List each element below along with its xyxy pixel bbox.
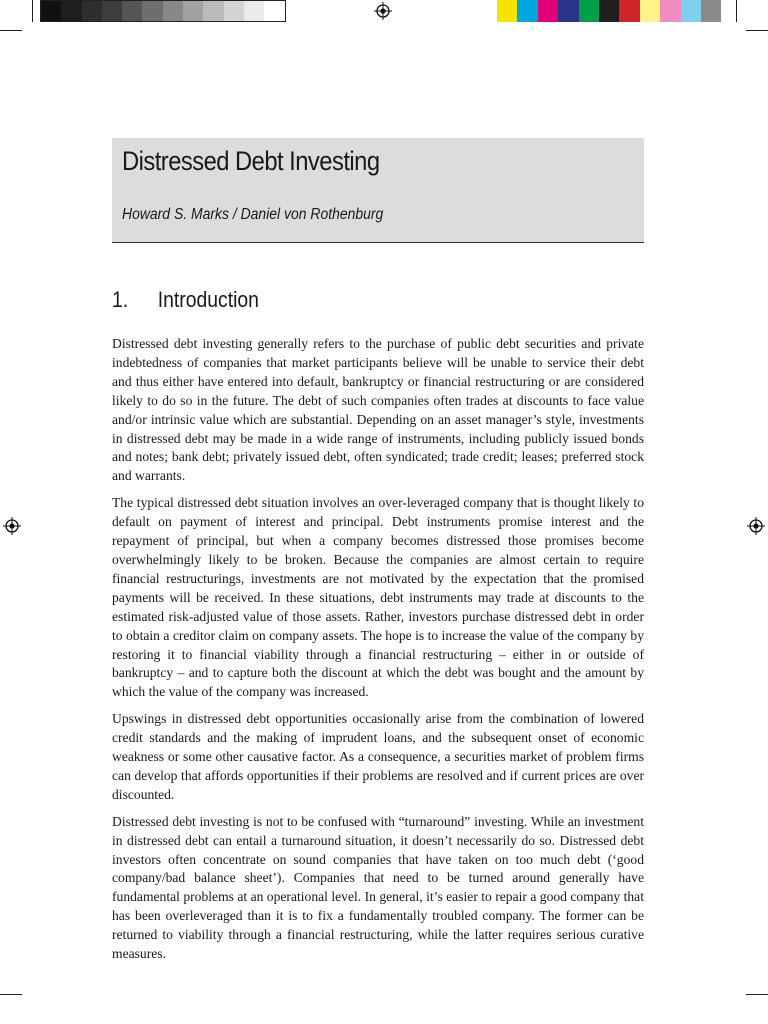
color-patch — [558, 0, 578, 22]
color-patch — [640, 0, 660, 22]
crop-mark — [736, 0, 737, 22]
color-patch — [599, 0, 619, 22]
gray-step-patch — [102, 1, 122, 21]
color-patch — [538, 0, 558, 22]
grayscale-calibration-strip — [40, 0, 286, 22]
gray-step-patch — [163, 1, 183, 21]
chapter-title: Distressed Debt Investing — [122, 146, 380, 176]
crop-mark — [32, 0, 33, 22]
gray-step-patch — [224, 1, 244, 21]
color-patch — [579, 0, 599, 22]
color-patch — [701, 0, 721, 22]
gray-step-patch — [203, 1, 223, 21]
gray-step-patch — [142, 1, 162, 21]
body-text — [112, 335, 644, 972]
paragraph: Distressed debt investing generally refers to the purchase of public debt securities and private indebtedness of companies that market participants believe will be unable to service their debt and thus either have entered into default, bankruptcy or financial restructuring or are considered likely to do so in the future. The debt of such companies often trades at discounts to face value and/or intrinsic value which are substantial. Depending on an asset manager’s style, investments in distressed debt may be made in a wide range of instruments, including publicly issued bonds and notes; bank debt; privately issued debt, often syndicated; trade credit; leases; preferred stock and warrants. — [112, 336, 644, 484]
gray-step-patch — [82, 1, 102, 21]
section-number: 1. — [112, 287, 129, 312]
gray-step-patch — [122, 1, 142, 21]
registration-mark-icon — [747, 517, 765, 535]
chapter-authors: Howard S. Marks / Daniel von Rothenburg — [122, 206, 384, 223]
registration-mark-icon — [3, 517, 21, 535]
color-patch — [619, 0, 639, 22]
gray-step-patch — [41, 1, 61, 21]
gray-step-patch — [244, 1, 264, 21]
gray-step-patch — [183, 1, 203, 21]
crop-mark — [0, 30, 22, 31]
color-patch — [660, 0, 680, 22]
gray-step-patch — [61, 1, 81, 21]
crop-mark — [0, 994, 22, 995]
paragraph: Distressed debt investing is not to be confused with “turnaround” investing. While an investment in distressed debt can entail a turnaround situation, it doesn’t necessarily do so. Distressed debt investors often concentrate on sound companies that have taken on too much debt (‘good company/bad balance sheet’). Companies that need to be turned around generally have fundamental problems at an operational level. In general, it’s easier to repair a good company that has been overleveraged than it is to fix a fundamentally troubled company. The former can be returned to viability through a financial restructuring, while the latter requires serious curative measures. — [112, 813, 644, 962]
section-title: Introduction — [157, 287, 259, 312]
color-calibration-strip — [497, 0, 721, 22]
paragraph: Upswings in distressed debt opportunities occasionally arise from the combination of lowered credit standards and the making of imprudent loans, and the subsequent onset of economic weakness or some other causative factor. As a consequence, a securities market of problem firms can develop that affords opportunities if their problems are resolved and if current prices are over discounted. — [112, 711, 644, 802]
paragraph: The typical distressed debt situation involves an over-leveraged company that is thought likely to default on payment of interest and principal. Debt instruments promise interest and the repayment of principal, but when a company becomes distressed those promises become overwhelmingly likely to be broken. Because the companies are almost certain to require financial restructurings, investments are not motivated by the expectation that the promised payments will be received. In these situations, debt instruments may trade at discounts to the estimated risk-adjusted value of those assets. Rather, investors purchase distressed debt in order to obtain a creditor claim on company assets. The hope is to increase the value of the company by restoring it to financial viability through a financial restructuring – either in or outside of bankruptcy – and to capture both the discount at which the debt was bought and the amount by which the value of the company was increased. — [112, 495, 644, 700]
registration-mark-icon — [374, 2, 392, 20]
section-heading — [112, 287, 259, 313]
crop-mark — [746, 994, 768, 995]
gray-step-patch — [264, 1, 284, 21]
chapter-header-box — [112, 138, 644, 243]
color-patch — [497, 0, 517, 22]
color-patch — [517, 0, 537, 22]
crop-mark — [746, 30, 768, 31]
color-patch — [681, 0, 701, 22]
